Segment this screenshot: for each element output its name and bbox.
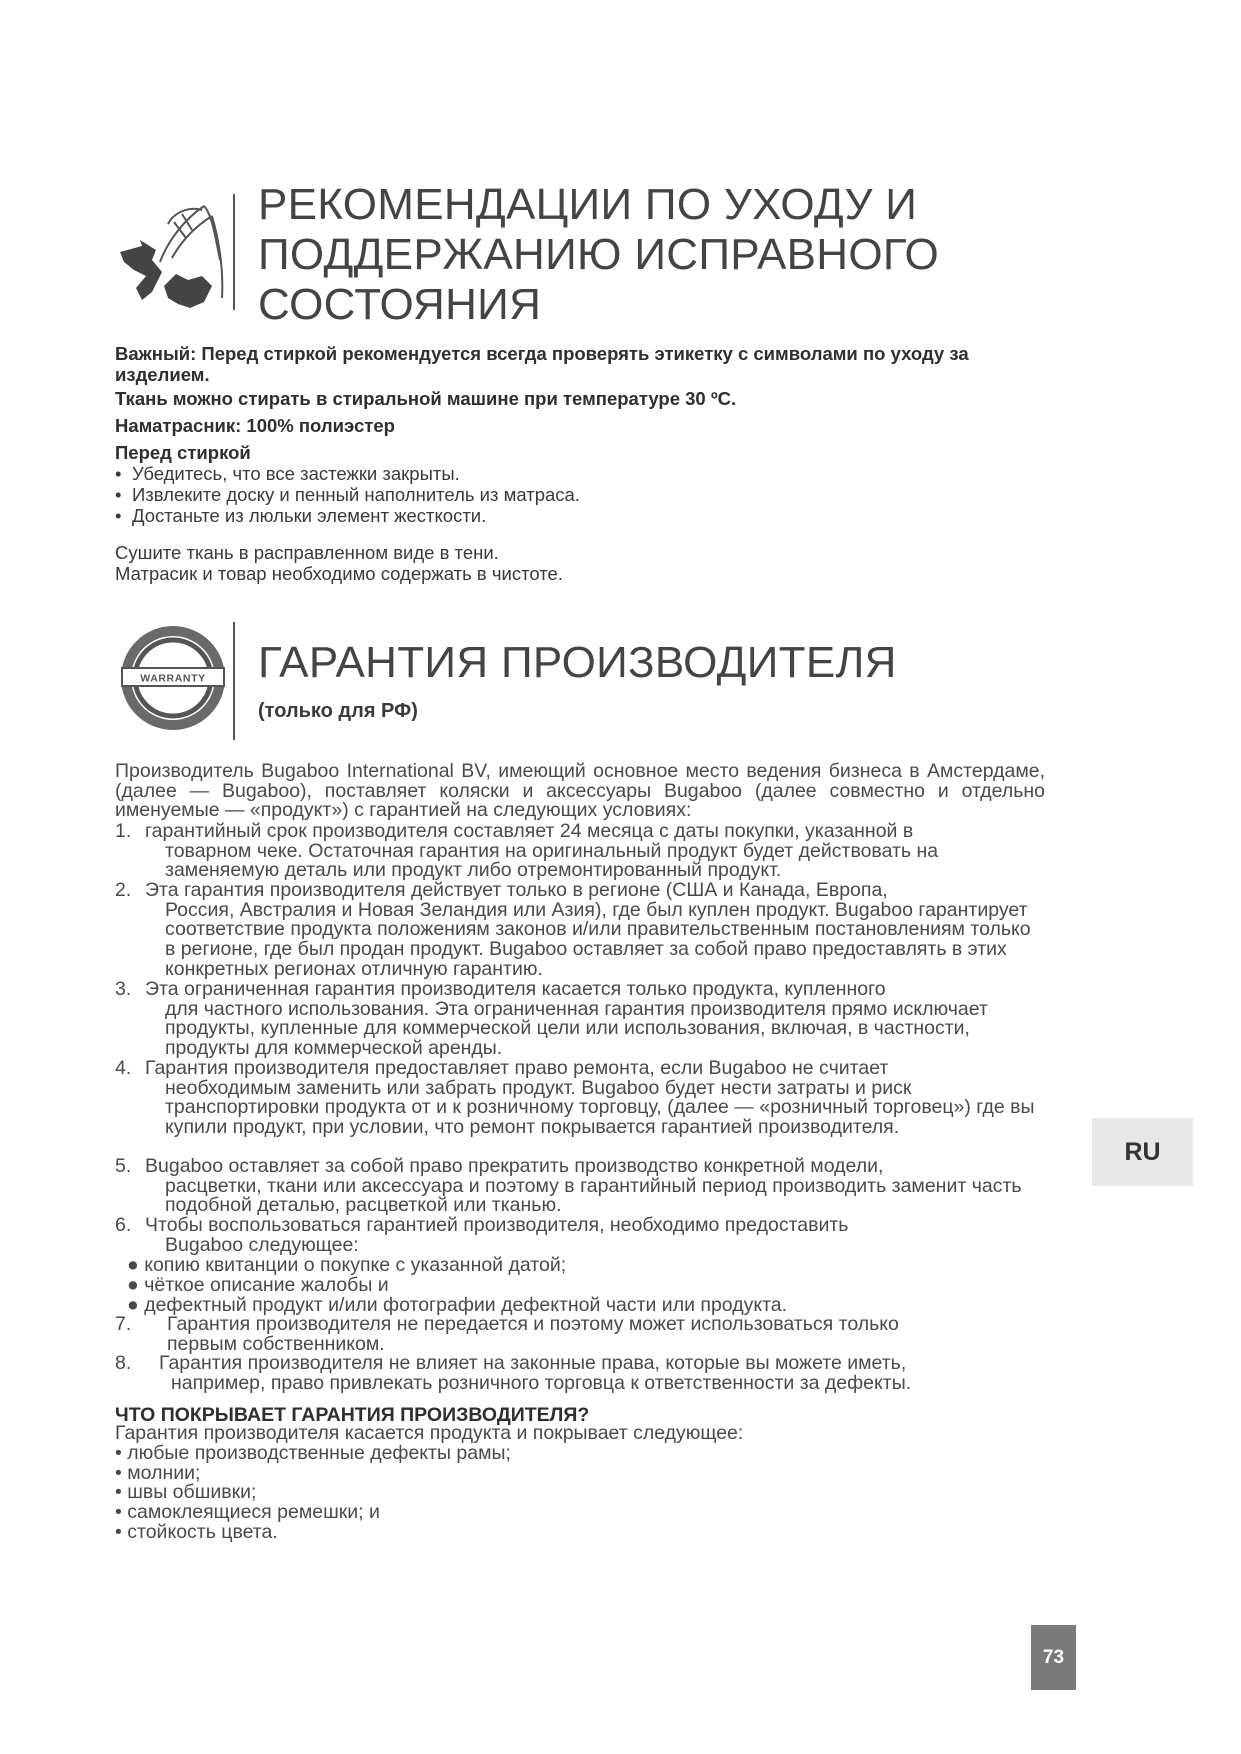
warranty-intro: Производитель Bugaboo International BV, имеющий основное место ведения бизнеса в Амстердаме, (далее — Bugaboo), поставляет коляски и аксессуары Bugaboo (далее совместно и отдельно именуемые — «продукт») с гарантией на следующих условиях: <box>115 760 1045 822</box>
material-note: Наматрасник: 100% полиэстер <box>115 415 395 436</box>
important-note: Важный: Перед стиркой рекомендуется всегда проверять этикетку с символами по уходу за изделием. <box>115 343 969 385</box>
list-item: 6. Чтобы воспользоваться гарантией производителя, необходимо предоставить Bugaboo следующее: <box>115 1214 849 1256</box>
list-item: • Извлеките доску и пенный наполнитель из матраса. <box>115 484 580 505</box>
wash-instruction: Ткань можно стирать в стиральной машине при температуре 30 ºC. <box>115 388 737 409</box>
section-divider <box>233 622 235 740</box>
svg-text:WARRANTY: WARRANTY <box>140 672 206 685</box>
list-item: 8. Гарантия производителя не влияет на законные права, которые вы можете иметь, например, право привлекать розничного торговца к ответственности за дефекты. <box>115 1352 912 1394</box>
covers-heading: ЧТО ПОКРЫВАЕТ ГАРАНТИЯ ПРОИЗВОДИТЕЛЯ? <box>115 1404 590 1426</box>
list-item: • самоклеящиеся ремешки; и <box>115 1503 511 1523</box>
section-divider <box>233 194 235 310</box>
list-item: • молнии; <box>115 1464 511 1484</box>
dry-instruction: Сушите ткань в расправленном виде в тени. <box>115 542 499 563</box>
list-item: ● чёткое описание жалобы и <box>127 1274 389 1296</box>
list-item: 7. Гарантия производителя не передается и поэтому может использоваться только первым собственником. <box>115 1313 899 1355</box>
list-item: ● копию квитанции о покупке с указанной датой; <box>127 1254 567 1276</box>
list-item: • Убедитесь, что все застежки закрыты. <box>115 463 580 484</box>
list-item: • швы обшивки; <box>115 1483 511 1503</box>
list-item: 2. Эта гарантия производителя действует только в регионе (США и Канада, Европа, Россия, Австралия и Новая Зеландия или Азия), где был куплен продукт. Bugaboo гарантирует соответствие продукта положениям законов и/или правительственным постановлениям только в регионе, где был продан продукт. Bugaboo оставляет за собой право предоставлять в этих конкретных регионах отличную гарантию. <box>115 879 1031 980</box>
list-item: ● дефектный продукт и/или фотографии дефектной части или продукта. <box>127 1294 788 1316</box>
covers-list <box>115 1444 511 1543</box>
clean-instruction: Матрасик и товар необходимо содержать в чистоте. <box>115 563 563 584</box>
before-wash-list <box>115 463 580 526</box>
list-item: 3. Эта ограниченная гарантия производителя касается только продукта, купленного для частного использования. Эта ограниченная гарантия производителя прямо исключает продукты, купленные для коммерческой цели или использования, включая, в частности, продукты для коммерческой аренды. <box>115 978 988 1060</box>
before-wash-heading: Перед стиркой <box>115 442 251 463</box>
list-item: • Достаньте из люльки элемент жесткости. <box>115 505 580 526</box>
list-item: 4. Гарантия производителя предоставляет право ремонта, если Bugaboo не считает необходимым заменить или забрать продукт. Bugaboo будет нести затраты и риск транспортировки продукта от и к розничному торговцу, (далее — «розничный торговец») где вы купили продукт, при условии, что ремонт покрывается гарантией производителя. <box>115 1057 1035 1139</box>
language-tab: RU <box>1092 1118 1193 1186</box>
warranty-seal-icon <box>118 618 228 738</box>
page-number: 73 <box>1031 1625 1076 1690</box>
covers-intro: Гарантия производителя касается продукта и покрывает следующее: <box>115 1422 744 1444</box>
list-item: • любые производственные дефекты рамы; <box>115 1444 511 1464</box>
list-item: 1. гарантийный срок производителя составляет 24 месяца с даты покупки, указанной в товарном чеке. Остаточная гарантия на оригинальный продукт будет действовать на заменяемую деталь или продукт либо отремонтированный продукт. <box>115 820 939 882</box>
warranty-subtitle: (только для РФ) <box>258 700 418 722</box>
list-item: 5. Bugaboo оставляет за собой право прекратить производство конкретной модели, расцветки, ткани или аксессуара и поэтому в гарантийный период производить заменит часть подобной деталью, расцветкой или тканью. <box>115 1155 1022 1217</box>
hand-wash-icon <box>112 200 230 310</box>
warranty-title: ГАРАНТИЯ ПРОИЗВОДИТЕЛЯ <box>258 638 897 687</box>
care-title: РЕКОМЕНДАЦИИ ПО УХОДУ И ПОДДЕРЖАНИЮ ИСПРАВНОГО СОСТОЯНИЯ <box>258 180 940 329</box>
list-item: • стойкость цвета. <box>115 1523 511 1543</box>
